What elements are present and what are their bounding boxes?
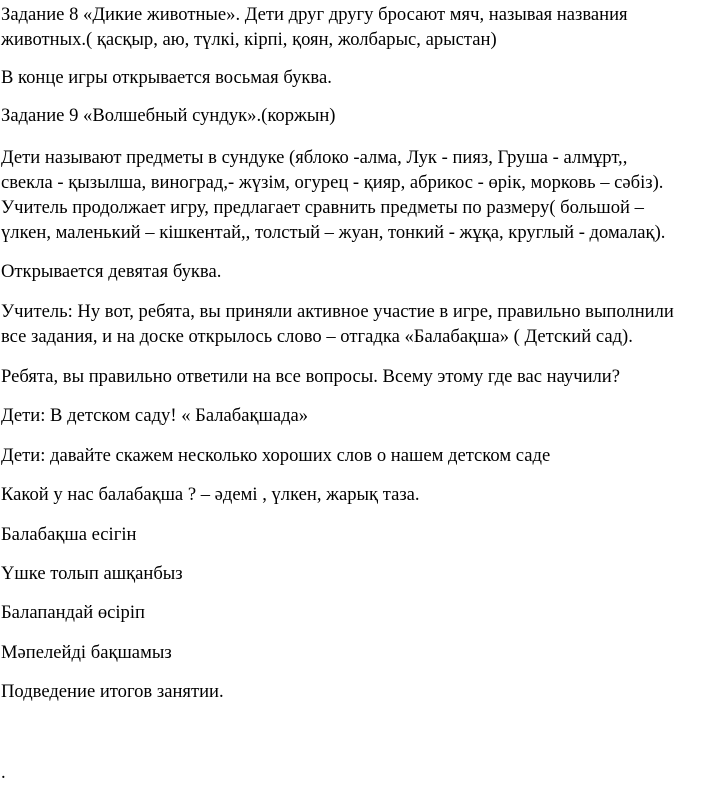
text-line: үлкен, маленький – кішкентай,, толстый – жуан, тонкий - жұқа, круглый - домалақ). bbox=[1, 222, 666, 243]
paragraph-poem-line-2 bbox=[1, 561, 701, 586]
paragraph-question bbox=[1, 364, 701, 389]
text-line: Открывается девятая буква. bbox=[1, 261, 222, 282]
paragraph-poem-line-4 bbox=[1, 640, 701, 665]
text-line: Задание 8 «Дикие животные». Дети друг другу бросают мяч, называя названия bbox=[1, 4, 628, 25]
paragraph-poem-line-1 bbox=[1, 522, 701, 547]
text-line: Учитель продолжает игру, предлагает сравнить предметы по размеру( большой – bbox=[1, 197, 644, 218]
text-line: все задания, и на доске открылось слово – отгадка «Балабақша» ( Детский сад). bbox=[1, 326, 633, 347]
text-line: Ребята, вы правильно ответили на все вопросы. Всему этому где вас научили? bbox=[1, 366, 621, 387]
text-line: Балабақша есігін bbox=[1, 524, 137, 545]
paragraph-children-answer bbox=[1, 403, 701, 428]
paragraph-task-8 bbox=[1, 2, 701, 52]
paragraph-task-9-title bbox=[1, 103, 701, 128]
paragraph-trailing-dot bbox=[1, 760, 701, 785]
paragraph-summary bbox=[1, 679, 701, 704]
text-line: свекла - қызылша, виноград,- жүзім, огурец - қияр, абрикос - өрік, морковь – сәбіз). bbox=[1, 172, 664, 193]
text-line: . bbox=[1, 762, 6, 783]
text-line: животных.( қасқыр, аю, түлкі, кірпі, қоян, жолбарыс, арыстан) bbox=[1, 29, 497, 50]
text-line: Дети: давайте скажем несколько хороших слов о нашем детском саде bbox=[1, 445, 551, 466]
text-line: Подведение итогов занятии. bbox=[1, 681, 224, 702]
text-line: В конце игры открывается восьмая буква. bbox=[1, 67, 332, 88]
text-line: Мәпелейді бақшамыз bbox=[1, 642, 172, 663]
text-line: Какой у нас балабақша ? – әдемі , үлкен, жарық таза. bbox=[1, 484, 420, 505]
text-line: Дети называют предметы в сундуке (яблоко -алма, Лук - пияз, Груша - алмұрт,, bbox=[1, 147, 628, 168]
paragraph-task-9-body bbox=[1, 145, 701, 245]
text-line: Дети: В детском саду! « Балабақшада» bbox=[1, 405, 309, 426]
text-line: Задание 9 «Волшебный сундук».(коржын) bbox=[1, 105, 336, 126]
paragraph-children-words bbox=[1, 443, 701, 468]
paragraph-what-kind bbox=[1, 482, 701, 507]
paragraph-poem-line-3 bbox=[1, 600, 701, 625]
paragraph-teacher bbox=[1, 299, 701, 349]
text-line: Үшке толып ашқанбыз bbox=[1, 563, 183, 584]
text-line: Балапандай өсіріп bbox=[1, 602, 145, 623]
text-line: Учитель: Ну вот, ребята, вы приняли активное участие в игре, правильно выполнили bbox=[1, 301, 674, 322]
paragraph-ninth-letter bbox=[1, 259, 701, 284]
paragraph-eighth-letter bbox=[1, 65, 701, 90]
